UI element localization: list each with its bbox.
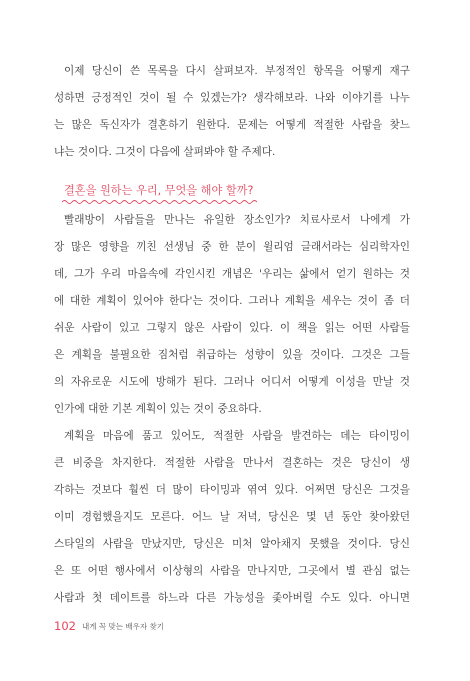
- text-line: 은 계획을 불필요한 짐처럼 취급하는 성향이 있을 것이다. 그것은 그들: [54, 349, 410, 361]
- text-line: 사람과 첫 데이트를 하느라 다른 가능성을 좇아버릴 수도 있다. 아니면: [54, 592, 410, 604]
- text-line: 각하는 것보다 훨씬 더 많이 타이밍과 엮여 있다. 어쩌면 당신은 그것을: [54, 484, 410, 496]
- text-line: 은 또 어떤 행사에서 이상형의 사람을 만나지만, 그곳에서 별 관심 없는: [54, 565, 410, 577]
- text-line: 에 대한 계획이 있어야 한다'는 것이다. 그러나 계획을 세우는 것이 좀 더: [54, 295, 410, 307]
- text-line: 계획을 마음에 품고 있어도, 적절한 사람을 발견하는 데는 타이밍이: [64, 430, 410, 442]
- text-line: 성하면 긍정적인 것이 될 수 있겠는가? 생각해보라. 나와 이야기를 나누: [54, 92, 410, 104]
- wavy-underline: [62, 199, 260, 205]
- text-line: 쉬운 사람이 있고 그렇지 않은 사람이 있다. 이 책을 읽는 어떤 사람들: [54, 322, 410, 334]
- text-line: 이제 당신이 쓴 목록을 다시 살펴보자. 부정적인 항목을 어떻게 재구: [64, 65, 410, 77]
- text-line: 의 자유로운 시도에 방해가 된다. 그러나 어디서 어떻게 이성을 만날 것: [54, 376, 410, 388]
- page-number: 102: [54, 619, 76, 633]
- text-line: 인가에 대한 기본 계획이 있는 것이 중요하다.: [54, 403, 262, 415]
- text-line: 는 많은 독신자가 결혼하기 원한다. 문제는 어떻게 적절한 사람을 찾느: [54, 119, 410, 131]
- text-line: 데, 그가 우리 마음속에 각인시킨 개념은 '우리는 삶에서 얻기 원하는 것: [54, 268, 410, 280]
- text-line: 큰 비중을 차지한다. 적절한 사람을 만나서 결혼하는 것은 당신이 생: [54, 457, 410, 469]
- running-title: 내게 꼭 맞는 배우자 찾기: [81, 622, 164, 631]
- page-footer: [54, 615, 164, 633]
- text-line: 장 많은 영향을 끼친 선생님 중 한 분이 윌리엄 글래서라는 심리학자인: [54, 241, 410, 253]
- text-line: 냐는 것이다. 그것이 다음에 살펴봐야 할 주제다.: [54, 146, 276, 158]
- text-line: 이미 경험했을지도 모른다. 어느 날 저녁, 당신은 몇 년 동안 찾아왔던: [54, 511, 410, 523]
- text-line: 스타일의 사람을 만났지만, 당신은 미처 알아채지 못했을 것이다. 당신: [54, 538, 410, 550]
- section-heading: 결혼을 원하는 우리, 무엇을 해야 할까?: [64, 184, 254, 197]
- text-line: 빨래방이 사람들을 만나는 유일한 장소인가? 치료사로서 나에게 가: [64, 214, 410, 226]
